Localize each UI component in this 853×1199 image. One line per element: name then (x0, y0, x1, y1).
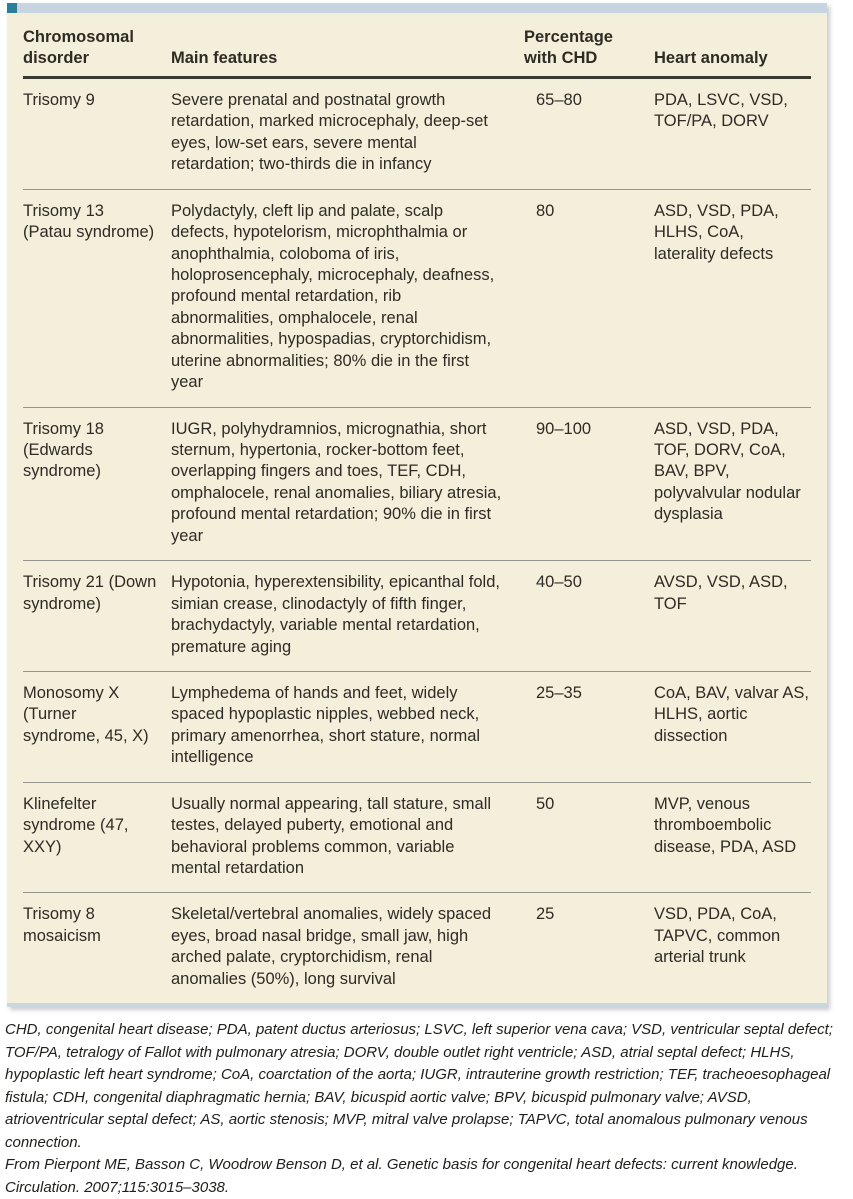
column-header-heart-anomaly: Heart anomaly (654, 49, 768, 68)
page (0, 3, 853, 1199)
chd-table (7, 13, 827, 1003)
table-header-row (23, 13, 811, 79)
table-row (23, 671, 811, 782)
column-header-main-features: Main features (171, 49, 278, 68)
table-top-border (7, 3, 827, 13)
cell-features: Hypotonia, hyperextensibility, epicanthal fold, simian crease, clinodactyly of fifth finger, brachydactyly, variable mental retardation, premature aging (171, 573, 500, 656)
cell-anomaly: VSD, PDA, CoA, TAPVC, common arterial trunk (654, 905, 781, 967)
cell-features: IUGR, polyhydramnios, micrognathia, short sternum, hypertonia, rocker-bottom feet, overlapping fingers and toes, TEF, CDH, omphalocele, renal anomalies, biliary atresia, profound mental retardation; 90% die in first year (171, 419, 502, 545)
corner-accent (7, 3, 17, 13)
table-card (7, 3, 827, 1007)
cell-disorder: Monosomy X (Turner syndrome, 45, X) (23, 683, 149, 745)
cell-percentage: 40–50 (536, 573, 582, 592)
cell-features: Usually normal appearing, tall stature, small testes, delayed puberty, emotional and behavioral problems common, variable mental retardation (171, 794, 492, 877)
cell-features: Severe prenatal and postnatal growth retardation, marked microcephaly, deep-set eyes, low-set ears, severe mental retardation; two-thirds die in infancy (171, 90, 489, 174)
table-row (23, 892, 811, 1003)
cell-anomaly: AVSD, VSD, ASD, TOF (654, 573, 788, 613)
table-row (23, 407, 811, 561)
table-body (23, 79, 811, 1003)
cell-features: Lymphedema of hands and feet, widely spaced hypoplastic nipples, webbed neck, primary amenorrhea, short stature, normal intelligence (171, 683, 481, 767)
cell-disorder: Klinefelter syndrome (47, XXY) (23, 794, 129, 856)
table-row (23, 79, 811, 189)
cell-percentage: 65–80 (536, 90, 582, 109)
cell-disorder: Trisomy 13 (Patau syndrome) (23, 201, 155, 242)
cell-anomaly: ASD, VSD, PDA, HLHS, CoA, laterality defects (654, 201, 779, 263)
cell-percentage: 90–100 (536, 419, 592, 438)
table-row (23, 189, 811, 407)
cell-percentage: 80 (536, 201, 555, 220)
cell-anomaly: MVP, venous thromboembolic disease, PDA, ASD (654, 794, 797, 856)
cell-anomaly: PDA, LSVC, VSD, TOF/PA, DORV (654, 90, 788, 131)
cell-anomaly: ASD, VSD, PDA, TOF, DORV, CoA, BAV, BPV, polyvalvular nodular dysplasia (654, 419, 801, 524)
cell-disorder: Trisomy 21 (Down syndrome) (23, 573, 157, 613)
column-header-percentage-with-chd: Percentage with CHD (524, 28, 613, 68)
footnotes (5, 1019, 850, 1199)
table-row (23, 782, 811, 893)
cell-disorder: Trisomy 9 (23, 90, 95, 109)
cell-disorder: Trisomy 8 mosaicism (23, 905, 101, 945)
cell-percentage: 25–35 (536, 683, 582, 702)
cell-percentage: 25 (536, 905, 555, 924)
cell-features: Skeletal/vertebral anomalies, widely spaced eyes, broad nasal bridge, small jaw, high arched palate, cryptorchidism, renal anomalies (50%), long survival (171, 905, 492, 988)
cell-percentage: 50 (536, 794, 555, 813)
source-citation: From Pierpont ME, Basson C, Woodrow Benson D, et al. Genetic basis for congenital heart defects: current knowledge. Circulation. 2007;115:3015–3038. (5, 1156, 798, 1196)
cell-disorder: Trisomy 18 (Edwards syndrome) (23, 419, 104, 481)
column-header-chromosomal-disorder: Chromosomal disorder (23, 28, 134, 68)
cell-anomaly: CoA, BAV, valvar AS, HLHS, aortic dissection (654, 683, 809, 745)
table-row (23, 560, 811, 671)
abbreviations-note: CHD, congenital heart disease; PDA, patent ductus arteriosus; LSVC, left superior vena cava; VSD, ventricular septal defect; TOF/PA, tetralogy of Fallot with pulmonary atresia; DORV, double outlet right ventricle; ASD, atrial septal defect; HLHS, hypoplastic left heart syndrome; CoA, coarctation of the aorta; IUGR, intrauterine growth restriction; TEF, tracheoesophageal fistula; CDH, congenital diaphragmatic hernia; BAV, bicuspid aortic valve; BPV, bicuspid pulmonary valve; AVSD, atrioventricular septal defect; AS, aortic stenosis; MVP, mitral valve prolapse; TAPVC, total anomalous pulmonary venous connection. (5, 1021, 833, 1151)
cell-features: Polydactyly, cleft lip and palate, scalp defects, hypotelorism, microphthalmia or anophthalmia, coloboma of iris, holoprosencephaly, microcephaly, deafness, profound mental retardation, rib abnormalities, omphalocele, renal abnormalities, hypospadias, cryptorchidism, uterine abnormalities; 80% die in the first year (171, 201, 495, 392)
